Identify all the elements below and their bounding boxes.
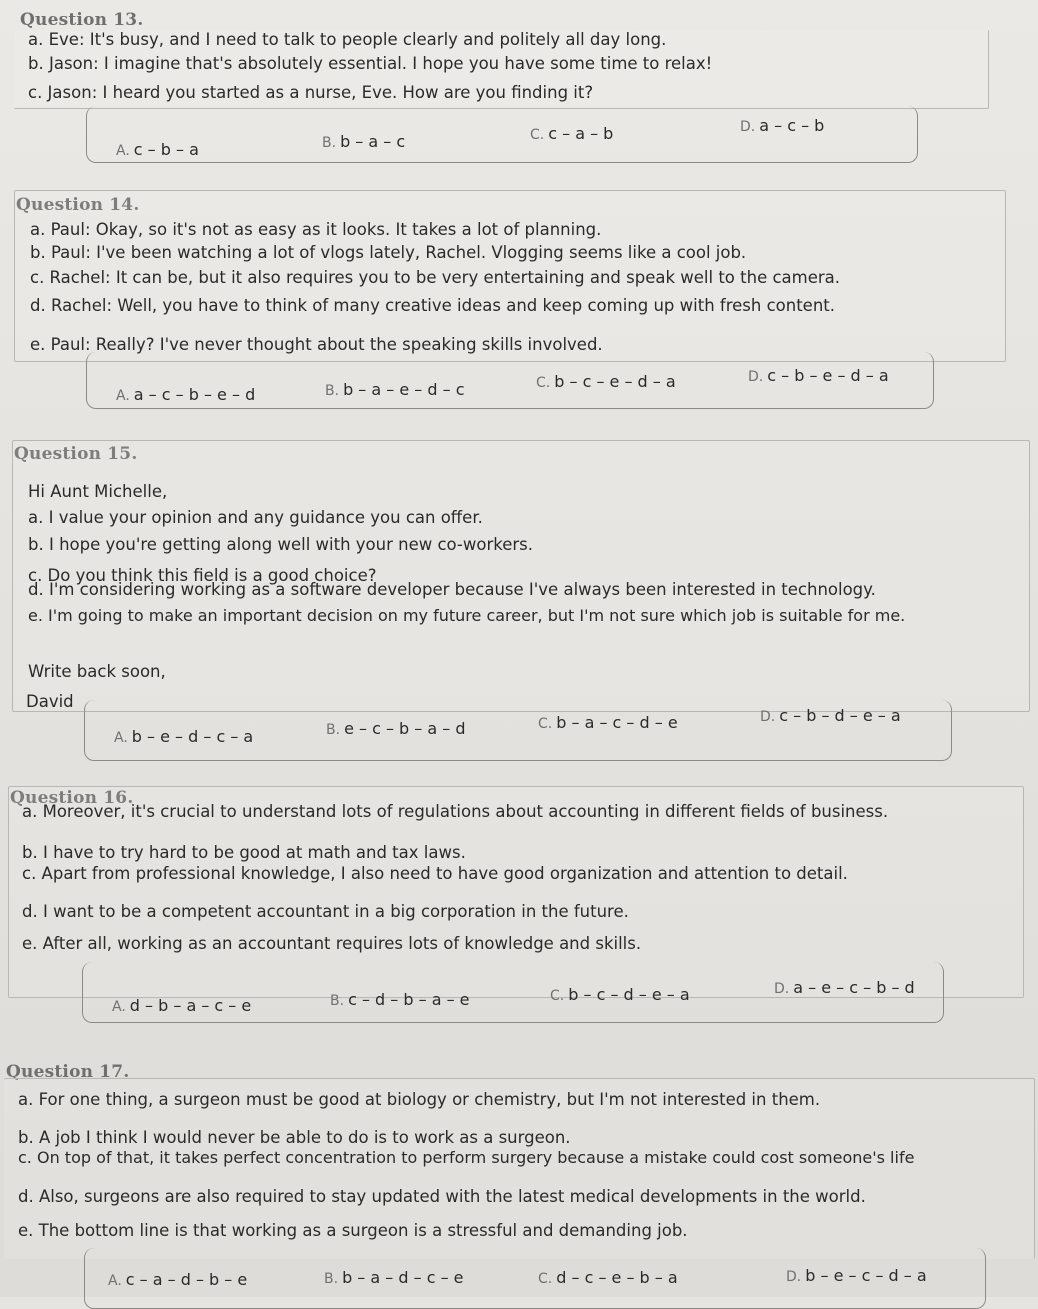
q14-line-d: d. Rachel: Well, you have to think of many creative ideas and keep coming up with fresh content.	[30, 296, 836, 315]
q17-option-a[interactable]: A. c – a – d – b – e	[108, 1270, 248, 1289]
question-14-title: Question 14.	[16, 195, 140, 215]
q15-option-d[interactable]: D. c – b – d – e – a	[760, 706, 901, 725]
q15-option-c[interactable]: C. b – a – c – d – e	[538, 713, 678, 732]
q17-line-c: c. On top of that, it takes perfect concentration to perform surgery because a mistake could cost someone's life	[18, 1148, 915, 1167]
q15-option-a[interactable]: A. b – e – d – c – a	[114, 727, 254, 746]
q16-option-b[interactable]: B. c – d – b – a – e	[330, 990, 470, 1009]
q15-closing: Write back soon,	[28, 662, 166, 681]
q15-line-b: b. I hope you're getting along well with your new co-workers.	[28, 535, 534, 554]
q16-line-a: a. Moreover, it's crucial to understand lots of regulations about accounting in different fields of business.	[22, 802, 889, 821]
q17-option-b[interactable]: B. b – a – d – c – e	[324, 1268, 464, 1287]
q15-line-a: a. I value your opinion and any guidance you can offer.	[28, 508, 483, 527]
q17-option-c[interactable]: C. d – c – e – b – a	[538, 1268, 678, 1287]
q14-line-c: c. Rachel: It can be, but it also requires you to be very entertaining and speak well to the camera.	[30, 268, 841, 287]
q14-option-c[interactable]: C. b – c – e – d – a	[536, 372, 676, 391]
q14-option-a[interactable]: A. a – c – b – e – d	[116, 385, 256, 404]
q16-line-e: e. After all, working as an accountant requires lots of knowledge and skills.	[22, 934, 642, 953]
q13-line-b: b. Jason: I imagine that's absolutely essential. I hope you have some time to relax!	[28, 54, 713, 73]
q14-line-a: a. Paul: Okay, so it's not as easy as it looks. It takes a lot of planning.	[30, 220, 602, 239]
q13-option-d[interactable]: D. a – c – b	[740, 116, 825, 135]
q15-line-d: d. I'm considering working as a software developer because I've always been interested in technology.	[28, 580, 876, 599]
q15-option-b[interactable]: B. e – c – b – a – d	[326, 719, 466, 738]
q15-line-e: e. I'm going to make an important decision on my future career, but I'm not sure which job is suitable for me.	[28, 606, 906, 625]
question-13-title: Question 13.	[20, 10, 144, 30]
q17-line-b: b. A job I think I would never be able to do is to work as a surgeon.	[18, 1128, 571, 1147]
q13-line-a: a. Eve: It's busy, and I need to talk to people clearly and politely all day long.	[28, 30, 667, 49]
q14-option-d[interactable]: D. c – b – e – d – a	[748, 366, 889, 385]
q15-greeting: Hi Aunt Michelle,	[28, 482, 168, 501]
q14-option-b[interactable]: B. b – a – e – d – c	[325, 380, 465, 399]
q17-line-d: d. Also, surgeons are also required to stay updated with the latest medical developments in the world.	[18, 1187, 866, 1206]
q16-option-c[interactable]: C. b – c – d – e – a	[550, 985, 690, 1004]
q13-option-a[interactable]: A. c – b – a	[116, 140, 199, 159]
q17-line-a: a. For one thing, a surgeon must be good at biology or chemistry, but I'm not interested in them.	[18, 1090, 821, 1109]
q15-line-c: c. Do you think this field is a good choice?	[28, 566, 377, 585]
q16-line-d: d. I want to be a competent accountant in a big corporation in the future.	[22, 902, 629, 921]
question-17-title: Question 17.	[6, 1062, 130, 1082]
q13-option-b[interactable]: B. b – a – c	[322, 132, 406, 151]
q16-option-a[interactable]: A. d – b – a – c – e	[112, 996, 252, 1015]
q16-line-b: b. I have to try hard to be good at math and tax laws.	[22, 843, 466, 862]
q13-option-c[interactable]: C. c – a – b	[530, 124, 614, 143]
q17-line-e: e. The bottom line is that working as a surgeon is a stressful and demanding job.	[18, 1221, 688, 1240]
question-15-title: Question 15.	[14, 444, 138, 464]
q15-signature: David	[26, 692, 74, 711]
q14-line-e: e. Paul: Really? I've never thought about the speaking skills involved.	[30, 335, 603, 354]
q14-line-b: b. Paul: I've been watching a lot of vlogs lately, Rachel. Vlogging seems like a cool job.	[30, 243, 747, 262]
q13-line-c: c. Jason: I heard you started as a nurse, Eve. How are you finding it?	[28, 83, 594, 102]
q17-option-d[interactable]: D. b – e – c – d – a	[786, 1266, 927, 1285]
q16-line-c: c. Apart from professional knowledge, I also need to have good organization and attention to detail.	[22, 864, 848, 883]
question-16-title: Question 16.	[10, 788, 134, 808]
q16-option-d[interactable]: D. a – e – c – b – d	[774, 978, 915, 997]
